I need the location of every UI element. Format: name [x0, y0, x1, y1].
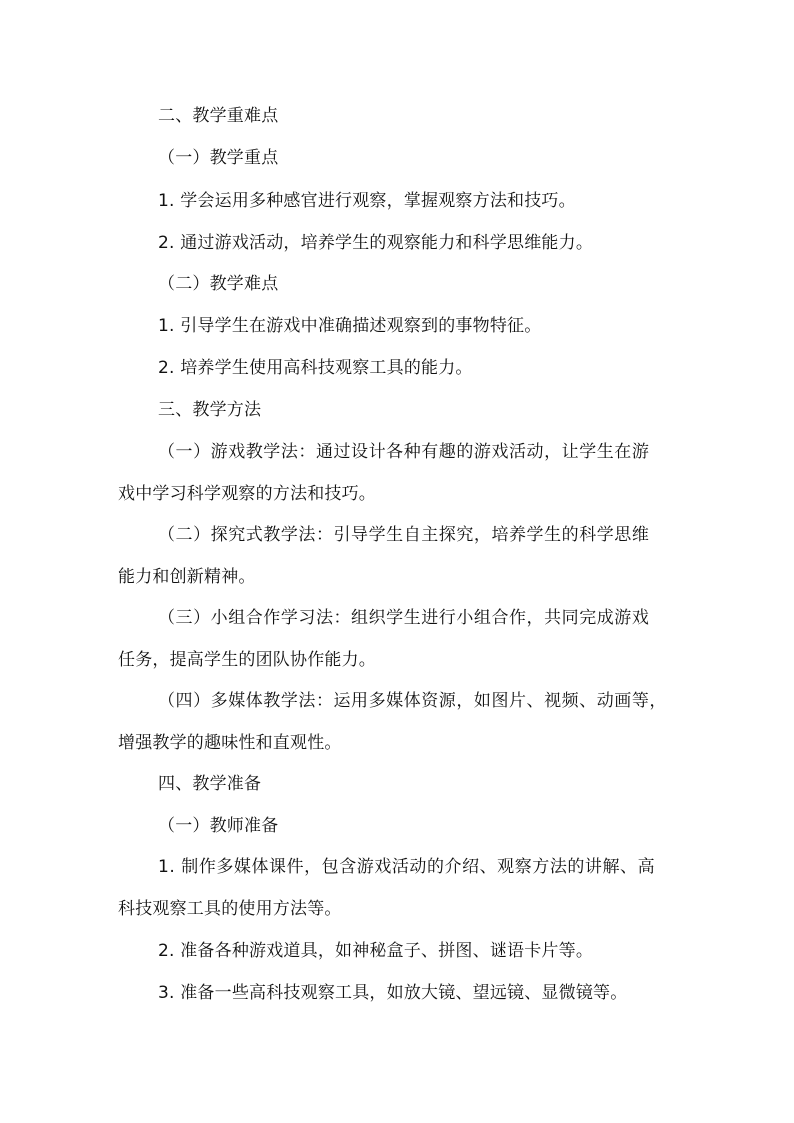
list-item: 2. 培养学生使用高科技观察工具的能力。	[158, 358, 473, 378]
subsection-heading: （一）教师准备	[158, 816, 279, 836]
paragraph-line: （二）探究式教学法：引导学生自主探究，培养学生的科学思维	[158, 525, 650, 545]
section-heading: 二、教学重难点	[158, 106, 279, 126]
subsection-heading: （二）教学难点	[158, 274, 279, 294]
subsection-heading: （一）教学重点	[158, 148, 279, 168]
list-item: 2. 通过游戏活动，培养学生的观察能力和科学思维能力。	[158, 233, 594, 253]
list-item: 1. 引导学生在游戏中准确描述观察到的事物特征。	[158, 316, 542, 336]
section-heading: 四、教学准备	[158, 774, 262, 794]
list-item: 1. 学会运用多种感官进行观察，掌握观察方法和技巧。	[158, 191, 576, 211]
paragraph-line: 戏中学习科学观察的方法和技巧。	[118, 484, 376, 504]
paragraph-line: （四）多媒体教学法：运用多媒体资源，如图片、视频、动画等，	[158, 691, 667, 711]
paragraph-line: 能力和创新精神。	[118, 567, 256, 587]
list-item: 2. 准备各种游戏道具，如神秘盒子、拼图、谜语卡片等。	[158, 941, 594, 961]
paragraph-line: 1. 制作多媒体课件，包含游戏活动的介绍、观察方法的讲解、高	[158, 857, 656, 877]
list-item: 3. 准备一些高科技观察工具，如放大镜、望远镜、显微镜等。	[158, 983, 628, 1003]
section-heading: 三、教学方法	[158, 400, 262, 420]
paragraph-line: 增强教学的趣味性和直观性。	[118, 733, 342, 753]
paragraph-line: 任务，提高学生的团队协作能力。	[118, 650, 376, 670]
paragraph-line: 科技观察工具的使用方法等。	[118, 899, 342, 919]
paragraph-line: （一）游戏教学法：通过设计各种有趣的游戏活动，让学生在游	[158, 442, 650, 462]
paragraph-line: （三）小组合作学习法：组织学生进行小组合作，共同完成游戏	[158, 608, 650, 628]
